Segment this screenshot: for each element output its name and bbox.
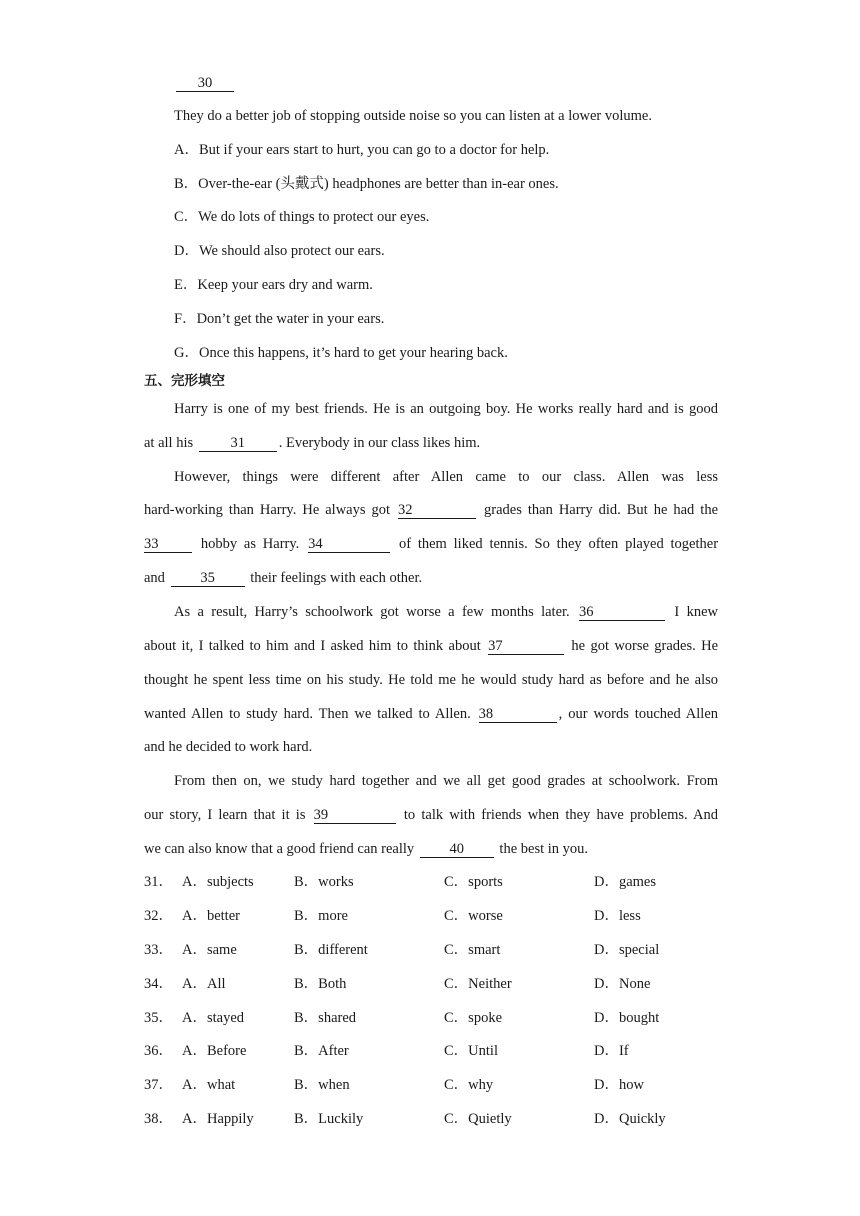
choice-b: B．when — [294, 1077, 350, 1093]
choice-c: C．why — [444, 1077, 494, 1093]
option-d: D．We should also protect our ears. — [174, 243, 385, 259]
question-number: 34． — [144, 976, 173, 992]
passage-line: our story, I learn that it is 39 to talk with friends when they have problems. And — [144, 807, 719, 823]
choice-b: B．different — [294, 942, 368, 958]
choice-c: C．Until — [444, 1043, 498, 1059]
choice-a: A．All — [182, 976, 226, 992]
passage-line: and he decided to work hard. — [144, 739, 313, 755]
option-c: C．We do lots of things to protect our eyes. — [174, 209, 430, 225]
option-g: G．Once this happens, it’s hard to get your hearing back. — [174, 345, 508, 361]
choice-b: B．After — [294, 1043, 349, 1059]
choice-c: C．Neither — [444, 976, 512, 992]
choice-d: D．None — [594, 976, 651, 992]
blank-33: 33 — [144, 536, 192, 553]
choice-b: B．works — [294, 874, 354, 890]
question-number: 32． — [144, 908, 173, 924]
passage-line: From then on, we study hard together and we all get good grades at schoolwork. From — [174, 773, 718, 789]
question-number: 37． — [144, 1077, 173, 1093]
question-number: 38． — [144, 1111, 173, 1127]
passage-line: Harry is one of my best friends. He is an outgoing boy. He works really hard and is good — [174, 401, 718, 417]
blank-36: 36 — [579, 604, 665, 621]
passage-sentence: They do a better job of stopping outside noise so you can listen at a lower volume. — [174, 108, 652, 124]
choice-d: D．how — [594, 1077, 644, 1093]
choice-a: A．same — [182, 942, 237, 958]
passage-line: As a result, Harry’s schoolwork got worse a few months later. 36 I knew — [174, 604, 718, 620]
choice-b: B．Both — [294, 976, 347, 992]
passage-line: at all his 31 . Everybody in our class likes him. — [144, 435, 481, 451]
question-number: 31． — [144, 874, 173, 890]
choice-b: B．Luckily — [294, 1111, 364, 1127]
passage-line: However, things were different after Allen came to our class. Allen was less — [174, 469, 718, 485]
blank-38: 38 — [479, 706, 557, 723]
choice-a: A．Before — [182, 1043, 247, 1059]
answer-line-30 — [174, 73, 748, 93]
passage-line: hard-working than Harry. He always got 32 grades than Harry did. But he had the — [144, 502, 719, 518]
choice-c: C．sports — [444, 874, 503, 890]
choice-c: C．smart — [444, 942, 501, 958]
passage-line: we can also know that a good friend can really 40 the best in you. — [144, 841, 589, 857]
choice-b: B．shared — [294, 1010, 357, 1026]
passage-line: and 35 their feelings with each other. — [144, 570, 423, 586]
choice-b: B．more — [294, 908, 348, 924]
blank-31: 31 — [199, 435, 277, 452]
choice-d: D．less — [594, 908, 641, 924]
choice-d: D．If — [594, 1043, 629, 1059]
option-a: A．But if your ears start to hurt, you can go to a doctor for help. — [174, 142, 550, 158]
choice-d: D．games — [594, 874, 657, 890]
choice-d: D．Quickly — [594, 1111, 666, 1127]
blank-35: 35 — [171, 570, 245, 587]
blank-30: 30 — [176, 75, 234, 92]
choice-a: A．better — [182, 908, 240, 924]
blank-39: 39 — [314, 807, 396, 824]
blank-32: 32 — [398, 502, 476, 519]
passage-line: thought he spent less time on his study. He told me he would study hard as before and he also — [144, 672, 718, 688]
question-number: 33． — [144, 942, 173, 958]
choice-a: A．Happily — [182, 1111, 254, 1127]
choice-a: A．what — [182, 1077, 236, 1093]
choice-d: D．bought — [594, 1010, 660, 1026]
blank-40: 40 — [420, 841, 494, 858]
section-heading: 五、完形填空 — [144, 373, 225, 389]
option-e: E．Keep your ears dry and warm. — [174, 277, 373, 293]
question-number: 35． — [144, 1010, 173, 1026]
passage-line: wanted Allen to study hard. Then we talked to Allen. 38 , our words touched Allen — [144, 706, 719, 722]
option-f: F．Don’t get the water in your ears. — [174, 311, 385, 327]
choice-a: A．subjects — [182, 874, 254, 890]
passage-line: about it, I talked to him and I asked him to think about 37 he got worse grades. He — [144, 638, 719, 654]
choice-d: D．special — [594, 942, 660, 958]
choice-c: C．spoke — [444, 1010, 502, 1026]
blank-37: 37 — [488, 638, 564, 655]
passage-line: 33 hobby as Harry. 34 of them liked tennis. So they often played together — [144, 536, 719, 552]
choice-c: C．worse — [444, 908, 503, 924]
choice-c: C．Quietly — [444, 1111, 512, 1127]
blank-34: 34 — [308, 536, 390, 553]
question-number: 36． — [144, 1043, 173, 1059]
option-b: B．Over-the-ear (头戴式) headphones are better than in-ear ones. — [174, 176, 559, 192]
choice-a: A．stayed — [182, 1010, 245, 1026]
